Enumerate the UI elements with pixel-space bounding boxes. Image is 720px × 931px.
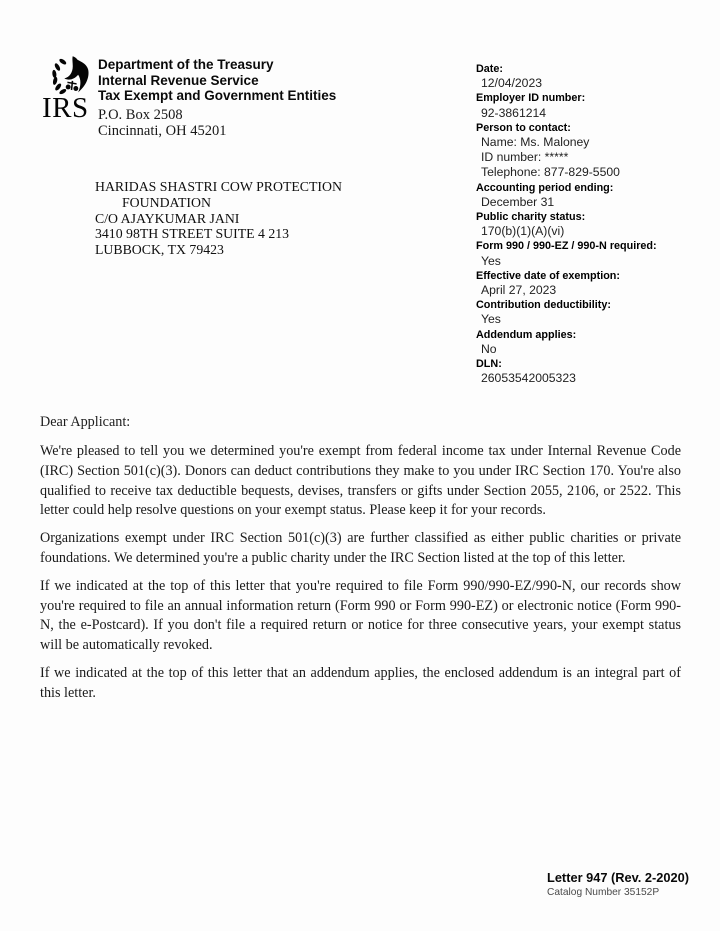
info-item-addendum	[476, 328, 712, 357]
recipient-line: HARIDAS SHASTRI COW PROTECTION	[95, 179, 342, 194]
info-value: Telephone: 877-829-5500	[481, 165, 620, 180]
body-paragraph: Organizations exempt under IRC Section 501(c)(3) are further classified as either public charities or private foundations. We determined you're a public charity under the IRC Section listed at the top of this letter.	[40, 530, 681, 566]
info-item-charity-status	[476, 210, 712, 239]
recipient-line: C/O AJAYKUMAR JANI	[95, 210, 240, 226]
agency-line: Internal Revenue Service	[98, 72, 259, 88]
agency-line: Tax Exempt and Government Entities	[98, 88, 337, 103]
info-label: Date:	[476, 63, 503, 75]
recipient-address	[95, 179, 342, 258]
info-label: Addendum applies:	[476, 328, 577, 341]
info-value: ID number: *****	[481, 150, 569, 165]
info-value: 170(b)(1)(A)(vi)	[481, 224, 565, 239]
letter-id: Letter 947 (Rev. 2-2020)	[547, 870, 690, 885]
recipient-line: FOUNDATION	[122, 194, 211, 210]
info-item-date	[476, 62, 712, 91]
info-item-accounting-period	[476, 181, 712, 210]
info-item-contact	[476, 121, 712, 181]
agency-header	[98, 57, 336, 140]
info-item-effective-date	[476, 269, 712, 298]
info-label: Accounting period ending:	[476, 181, 614, 194]
info-value: 12/04/2023	[481, 76, 542, 91]
salutation: Dear Applicant:	[40, 414, 131, 430]
body-paragraph: We're pleased to tell you we determined you're exempt from federal income tax under Internal Revenue Code (IRC) Section 501(c)(3). Donors can deduct contributions they make to you under IRC Section 170. You're also qualified to receive tax deductible bequests, devises, transfers or gifts under Section 2055, 2106, or 2522. This letter could help resolve questions on your exempt status. Please keep it for your records.	[40, 443, 681, 519]
agency-city: Cincinnati, OH 45201	[98, 123, 227, 139]
info-value: 26053542005323	[481, 371, 576, 386]
info-label: Effective date of exemption:	[476, 269, 620, 282]
info-value: Yes	[481, 312, 501, 327]
info-label: Person to contact:	[476, 121, 571, 134]
letter-info-panel	[476, 62, 712, 386]
catalog-number: Catalog Number 35152P	[547, 887, 660, 898]
body-paragraph: If we indicated at the top of this letter that you're required to file Form 990/990-EZ/990-N, our records show you're required to file an annual information return (Form 990 or Form 990-EZ) or electronic notice (Form 990-N, the e-Postcard). If you don't file a required return or notice for three consecutive years, your exempt status will be automatically revoked.	[40, 577, 681, 654]
agency-po-box: P.O. Box 2508	[98, 106, 183, 123]
info-value: Yes	[481, 253, 501, 268]
info-label: Form 990 / 990-EZ / 990-N required:	[476, 240, 657, 253]
info-value: Name: Ms. Maloney	[481, 135, 590, 150]
info-label: Contribution deductibility:	[476, 299, 611, 312]
irs-logo-text: IRS	[42, 92, 89, 124]
info-label: Employer ID number:	[476, 92, 586, 105]
info-value: 92-3861214	[481, 105, 547, 120]
info-label: DLN:	[476, 358, 502, 371]
letter-footer	[547, 871, 689, 899]
recipient-line: LUBBOCK, TX 79423	[95, 242, 224, 258]
info-value: No	[481, 341, 497, 356]
info-item-deductibility	[476, 298, 712, 327]
info-value: December 31	[481, 194, 555, 209]
body-paragraph: If we indicated at the top of this letter that an addendum applies, the enclosed addendum is an integral part of this letter.	[40, 664, 681, 701]
info-item-ein	[476, 91, 712, 120]
irs-logo	[42, 55, 98, 123]
recipient-line: 3410 98TH STREET SUITE 4 213	[95, 226, 290, 242]
info-label: Public charity status:	[476, 211, 586, 224]
info-item-form-990-required	[476, 239, 712, 268]
letter-body	[40, 413, 681, 712]
info-item-dln	[476, 357, 712, 386]
info-value: April 27, 2023	[481, 283, 557, 298]
agency-line: Department of the Treasury	[98, 57, 274, 72]
